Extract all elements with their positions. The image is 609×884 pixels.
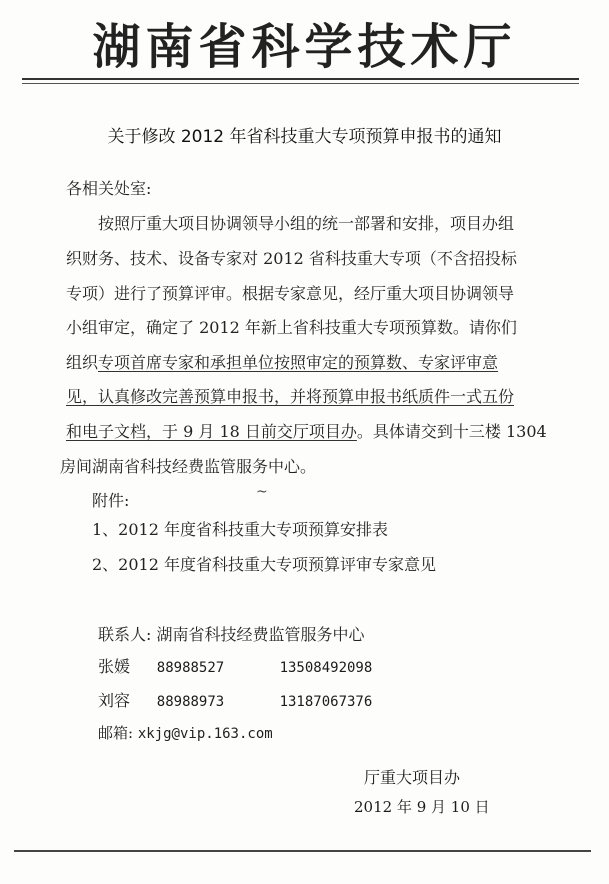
contact-phone: 88988527 <box>156 660 225 676</box>
body-line-5 <box>66 350 498 373</box>
contact-name: 张媛 <box>98 657 131 676</box>
body-line-2: 织财务、技术、设备专家对 2012 省科技重大专项（不含招投标 <box>66 249 517 268</box>
attachment-item-2: 2、2012 年度省科技重大专项预算评审专家意见 <box>92 555 436 574</box>
contact-phone: 88988973 <box>156 694 225 710</box>
body-line-7-end: 。具体请交到十三楼 1304 <box>356 422 547 441</box>
email-address: xkjg@vip.163.com <box>137 726 273 742</box>
body-line-6: 见，认真修改完善预算申报书，并将预算申报书纸质件一式五份 <box>66 387 515 406</box>
notice-title: 关于修改 2012 年省科技重大专项预算申报书的通知 <box>107 127 502 147</box>
signature-date: 2012 年 9 月 10 日 <box>354 798 490 816</box>
stray-mark: ~ <box>256 484 268 500</box>
contact-row <box>98 654 372 677</box>
body-line-3: 专项）进行了预算评审。根据专家意见，经厅重大项目协调领导 <box>66 284 515 303</box>
body-line-5-underlined: 专项首席专家和承担单位按照审定的预算数、专家评审意 <box>98 353 499 372</box>
attachment-item-1: 1、2012 年度省科技重大专项预算安排表 <box>92 520 388 539</box>
body-line-1: 按照厅重大项目协调领导小组的统一部署和安排，项目办组 <box>98 214 515 233</box>
email-label: 邮箱: <box>98 724 134 742</box>
letterhead-rule-thick <box>22 78 579 80</box>
addressee: 各相关处室: <box>66 179 152 198</box>
body-line-5-start: 组织 <box>66 353 99 372</box>
footer-rule <box>14 850 591 852</box>
body-line-7 <box>66 419 547 442</box>
email-row <box>98 722 273 743</box>
contact-mobile: 13508492098 <box>279 660 373 676</box>
body-line-4: 小组审定，确定了 2012 年新上省科技重大专项预算数。请你们 <box>66 318 517 337</box>
attachments-label: 附件: <box>92 491 130 510</box>
body-line-8: 房间湖南省科技经费监管服务中心。 <box>60 457 317 476</box>
contact-mobile: 13187067376 <box>279 694 373 710</box>
signature-org: 厅重大项目办 <box>364 768 461 787</box>
body-line-7-underlined: 和电子文档，于 9 月 18 日前交厅项目办 <box>66 422 357 441</box>
letterhead-rule-thin <box>22 83 579 84</box>
contact-label: 联系人: 湖南省科技经费监管服务中心 <box>98 625 365 644</box>
letterhead: 湖南省科学技术厅 <box>92 19 517 75</box>
contact-name: 刘容 <box>98 691 131 710</box>
contact-row <box>98 688 372 711</box>
